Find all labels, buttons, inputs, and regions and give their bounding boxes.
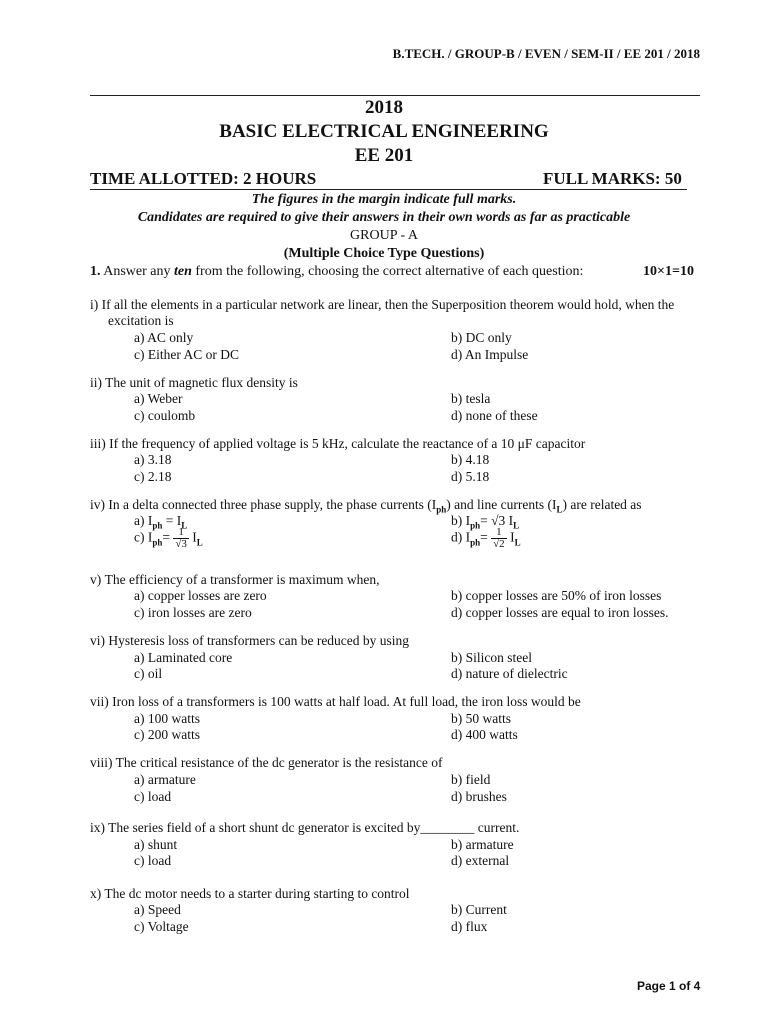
option-b: b) field — [451, 772, 491, 787]
option-a: a) 100 watts — [134, 711, 200, 726]
option-d: d) nature of dielectric — [451, 666, 568, 681]
option-d: d) 400 watts — [451, 727, 518, 742]
option-c: c) Either AC or DC — [134, 347, 239, 362]
group-subtitle: (Multiple Choice Type Questions) — [283, 246, 485, 261]
question-number: 1. — [90, 264, 101, 279]
option-b: b) 4.18 — [451, 452, 490, 467]
option-d: d) copper losses are equal to iron losses. — [451, 605, 669, 620]
option-d: d) 5.18 — [451, 469, 490, 484]
option-c: c) load — [134, 853, 172, 868]
group-title: GROUP - A — [350, 228, 418, 243]
option-d: d) $I_{ph}=$ $\frac{1}{√2}$ $I_L$ — [451, 526, 521, 550]
question-x: x) The dc motor needs to a starter during starting to control — [90, 886, 410, 901]
option-b: b) 50 watts — [451, 711, 511, 726]
question-viii: viii) The critical resistance of the dc generator is the resistance of — [90, 755, 443, 770]
question-1-marks: 10×1=10 — [643, 264, 694, 279]
course-code: EE 201 — [354, 145, 414, 166]
option-d: d) external — [451, 853, 510, 868]
option-c: c) oil — [134, 666, 163, 681]
option-b: b) Silicon steel — [451, 650, 532, 665]
exam-code-header: B.TECH. / GROUP-B / EVEN / SEM-II / EE 201 / 2018 — [392, 46, 700, 61]
option-c: c) 2.18 — [134, 469, 172, 484]
question-v: v) The efficiency of a transformer is maximum when, — [90, 572, 380, 587]
option-c: c) $I_{ph}=$ $\frac{1}{√3}$ $I_L$ — [134, 526, 203, 550]
header-rule — [90, 95, 700, 96]
meta-rule — [90, 189, 687, 190]
full-marks: FULL MARKS: 50 — [543, 169, 682, 188]
option-a: a) $I_{ph} = I_L$ — [134, 513, 188, 531]
instruction-line-2: Candidates are required to give their answers in their own words as far as practicable — [137, 210, 631, 225]
option-a: a) 3.18 — [134, 452, 172, 467]
option-a: a) shunt — [134, 837, 178, 852]
question-1-instruction: 1. Answer any ten from the following, choosing the correct alternative of each question: — [90, 264, 584, 279]
option-d: d) none of these — [451, 408, 538, 423]
page-number: Page 1 of 4 — [637, 979, 701, 993]
option-a: a) armature — [134, 772, 196, 787]
option-c: c) iron losses are zero — [134, 605, 252, 620]
option-c: c) Voltage — [134, 919, 189, 934]
option-b: b) DC only — [451, 330, 512, 345]
option-b: b) armature — [451, 837, 514, 852]
option-b: b) copper losses are 50% of iron losses — [451, 588, 662, 603]
option-d: d) An Impulse — [451, 347, 529, 362]
question-vi: vi) Hysteresis loss of transformers can be reduced by using — [90, 633, 410, 648]
option-c: c) coulomb — [134, 408, 196, 423]
option-b: b) $I_{ph}= √3$ $I_L$ — [451, 513, 520, 531]
option-a: a) Laminated core — [134, 650, 233, 665]
question-ix: ix) The series field of a short shunt dc generator is excited by________ current. — [90, 820, 520, 835]
option-d: d) brushes — [451, 789, 507, 804]
time-allotted: TIME ALLOTTED: 2 HOURS — [90, 169, 317, 188]
option-b: b) Current — [451, 902, 507, 917]
option-b: b) tesla — [451, 391, 491, 406]
option-a: a) copper losses are zero — [134, 588, 267, 603]
exam-subject: BASIC ELECTRICAL ENGINEERING — [219, 121, 549, 142]
option-a: a) Speed — [134, 902, 181, 917]
option-a: a) Weber — [134, 391, 183, 406]
option-c: c) load — [134, 789, 172, 804]
question-iv: iv) In a delta connected three phase supply, the phase currents $(I_{ph})$ and line currents $(I_L)$ are related as — [90, 497, 642, 515]
question-i: i) If all the elements in a particular network are linear, then the Superposition theorem would hold, when the — [90, 297, 675, 312]
question-vii: vii) Iron loss of a transformers is 100 watts at half load. At full load, the iron loss would be — [90, 694, 581, 709]
question-ii: ii) The unit of magnetic flux density is — [90, 375, 298, 390]
question-i-cont: excitation is — [108, 313, 174, 328]
exam-year: 2018 — [365, 97, 403, 118]
option-d: d) flux — [451, 919, 488, 934]
question-iii: iii) If the frequency of applied voltage is 5 kHz, calculate the reactance of a 10 μF capacitor — [90, 436, 586, 451]
instruction-line-1: The figures in the margin indicate full marks. — [251, 192, 517, 207]
option-c: c) 200 watts — [134, 727, 200, 742]
option-a: a) AC only — [134, 330, 194, 345]
